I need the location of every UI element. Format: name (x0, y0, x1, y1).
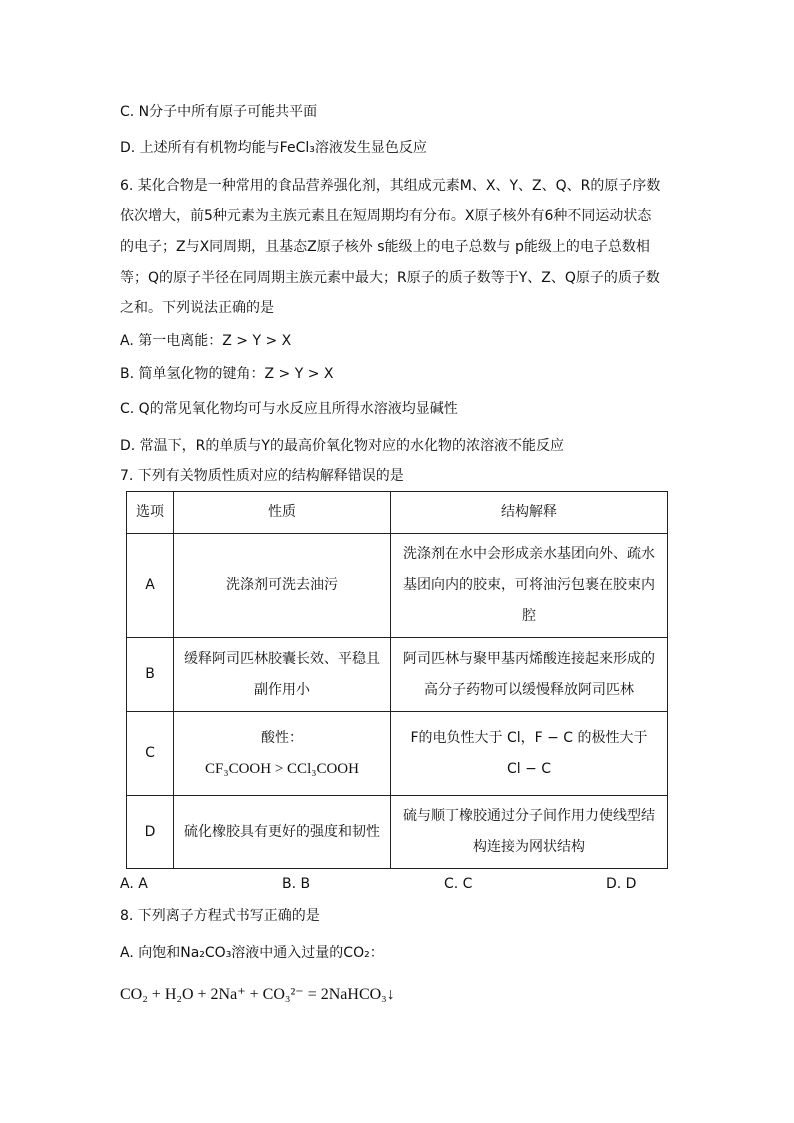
question-8-stem: 8. 下列离子方程式书写正确的是 (120, 908, 320, 924)
cell-option: B (127, 638, 174, 712)
question-6-option-d: D. 常温下，R的单质与Y的最高价氧化物对应的水化物的浓溶液不能反应 (120, 438, 564, 454)
question-6-line-2: 依次增大，前5种元素为主族元素且在短周期均有分布。X原子核外有6种不同运动状态 (120, 208, 652, 224)
table-row (127, 638, 668, 712)
choice-b: B. B (282, 876, 311, 892)
question-6-option-a: A. 第一电离能：Z > Y > X (120, 333, 292, 349)
explanation-line: 硫与顺丁橡胶通过分子间作用力使线型结 (403, 808, 655, 824)
header-explanation: 结构解释 (391, 492, 668, 534)
question-8-equation: CO₂ + H₂O + 2Na⁺ + CO₃²⁻ = 2NaHCO₃↓ (120, 986, 395, 1003)
cell-option: A (127, 534, 174, 638)
table-row (127, 712, 668, 796)
table-row (127, 796, 668, 869)
question-6-line-4: 等；Q的原子半径在同周期主族元素中最大；R原子的质子数等于Y、Z、Q原子的质子数 (120, 270, 660, 286)
cell-option: C (127, 712, 174, 796)
header-option: 选项 (127, 492, 174, 534)
cell-property (174, 712, 391, 796)
cell-explanation (391, 712, 668, 796)
cell-option: D (127, 796, 174, 869)
cell-property (174, 534, 391, 638)
question-7-stem: 7. 下列有关物质性质对应的结构解释错误的是 (120, 468, 404, 484)
question-6-option-b: B. 简单氢化物的键角：Z > Y > X (120, 366, 334, 382)
explanation-line: 构连接为网状结构 (473, 839, 585, 855)
line-option-d: D. 上述所有有机物均能与FeCl₃溶液发生显色反应 (120, 140, 427, 156)
property-line: 洗涤剂可洗去油污 (226, 577, 338, 593)
cell-explanation (391, 638, 668, 712)
explanation-line: 基团向内的胶束，可将油污包裹在胶束内 (403, 577, 655, 593)
cell-explanation (391, 796, 668, 869)
choice-c: C. C (444, 876, 473, 892)
property-line: CF₃COOH > CCl₃COOH (205, 760, 359, 777)
property-line: 副作用小 (254, 681, 310, 698)
explanation-line: Cl − C (506, 760, 552, 777)
cell-explanation (391, 534, 668, 638)
choice-d: D. D (606, 876, 637, 892)
header-property: 性质 (174, 492, 391, 534)
explanation-line: 洗涤剂在水中会形成亲水基团向外、疏水 (403, 546, 655, 562)
line-option-c: C. N分子中所有原子可能共平面 (120, 104, 318, 120)
property-line: 酸性： (261, 729, 303, 746)
explanation-line: 阿司匹林与聚甲基丙烯酸连接起来形成的 (403, 650, 655, 667)
question-8-option-a: A. 向饱和Na₂CO₃溶液中通入过量的CO₂： (120, 945, 384, 961)
explanation-line: 高分子药物可以缓慢释放阿司匹林 (424, 681, 634, 698)
question-6-option-c: C. Q的常见氧化物均可与水反应且所得水溶液均显碱性 (120, 401, 458, 417)
explanation-line: F的电负性大于 Cl，F − C 的极性大于 (410, 729, 648, 746)
table-row (127, 534, 668, 638)
property-line: 缓释阿司匹林胶囊长效、平稳且 (184, 650, 380, 667)
question-6-line-3: 的电子；Z与X同周期，且基态Z原子核外 s能级上的电子总数与 p能级上的电子总数相 (120, 239, 650, 255)
explanation-line: 腔 (522, 608, 536, 624)
choice-a: A. A (120, 876, 148, 892)
cell-property (174, 638, 391, 712)
cell-property (174, 796, 391, 869)
property-line: 硫化橡胶具有更好的强度和韧性 (184, 823, 380, 840)
question-6-line-5: 之和。下列说法正确的是 (120, 300, 274, 316)
structure-explanation-table (126, 491, 668, 869)
question-6-line-1: 6. 某化合物是一种常用的食品营养强化剂，其组成元素M、X、Y、Z、Q、R的原子序数 (120, 178, 661, 194)
